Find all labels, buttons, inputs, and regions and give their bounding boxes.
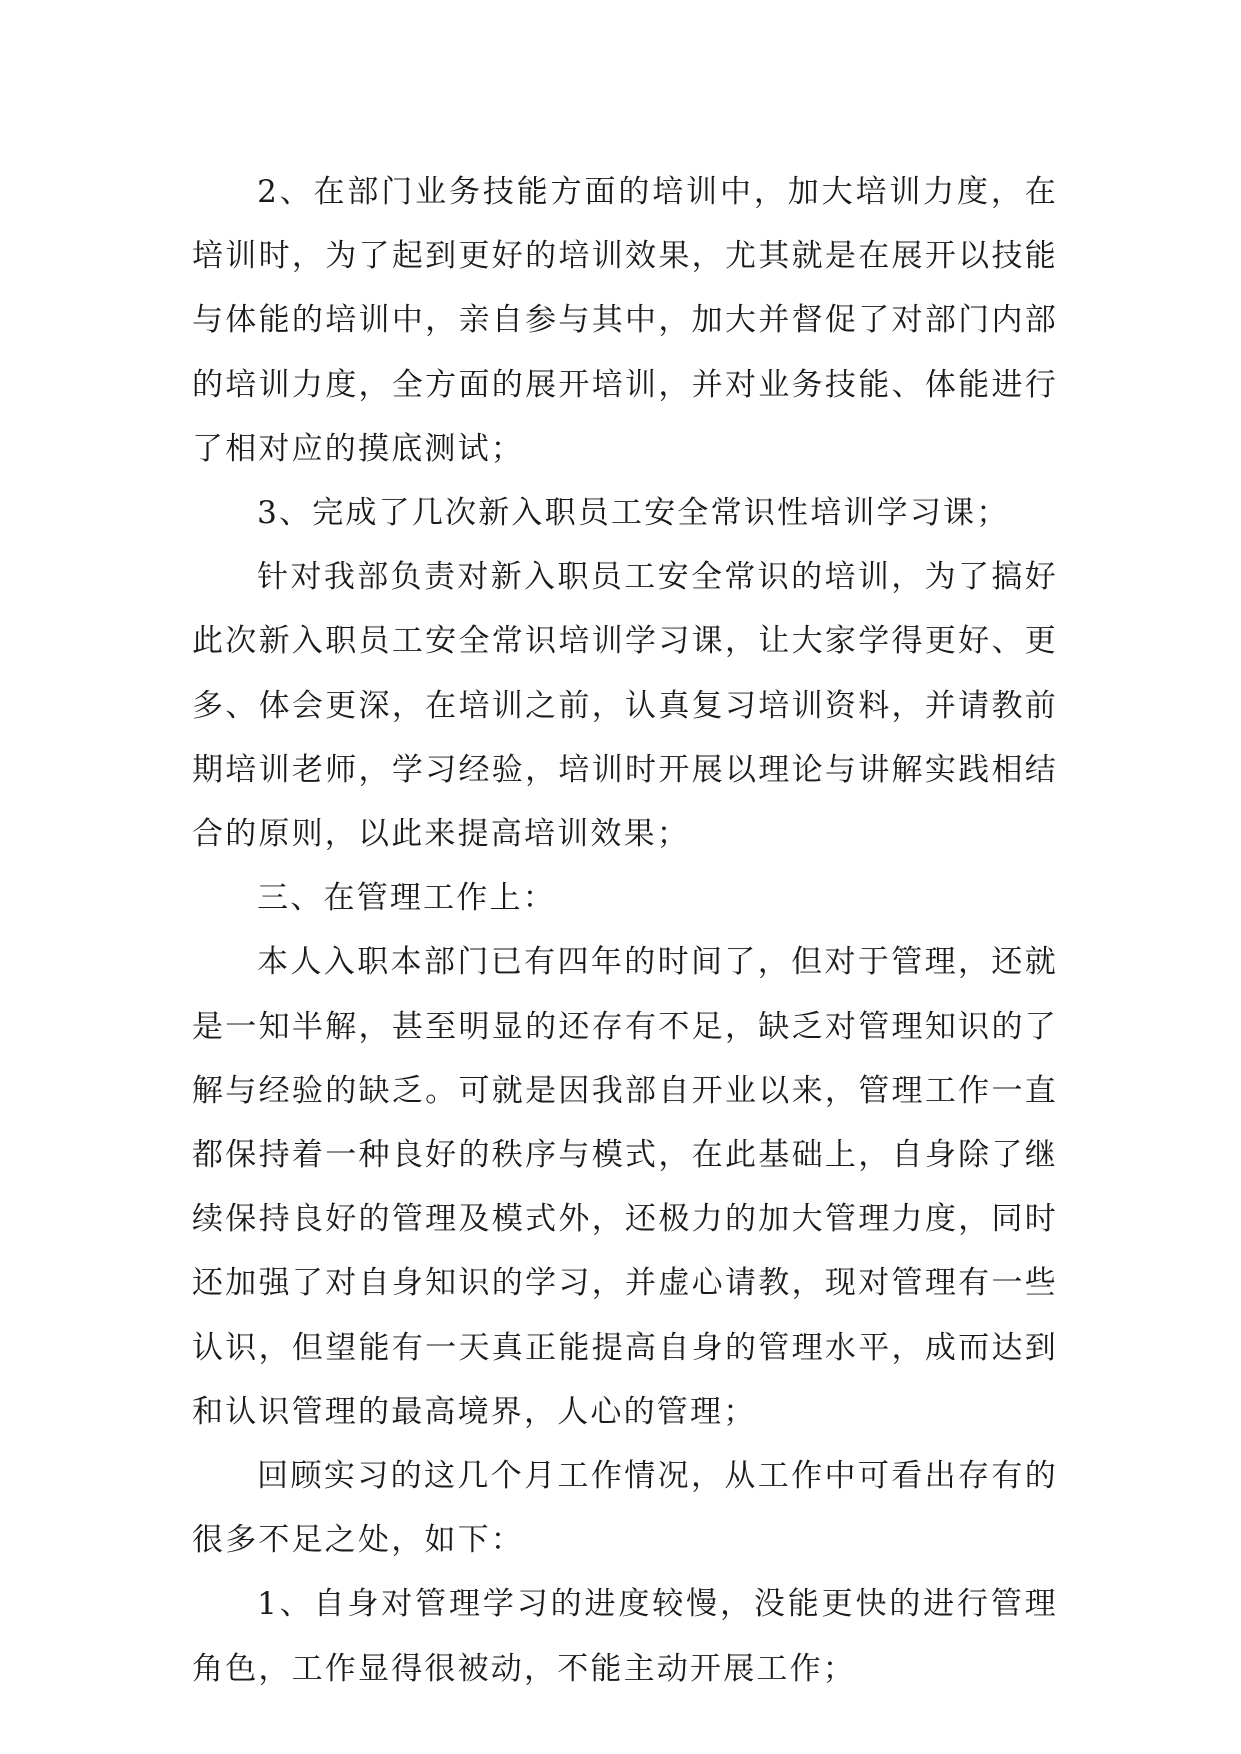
section-heading-management: 三、在管理工作上： — [257, 880, 556, 917]
document-body — [192, 160, 1058, 1701]
paragraph-training-intensity: 2、在部门业务技能方面的培训中，加大培训力度，在培训时，为了起到更好的培训效果，尤其就是在展开以技能与体能的培训中，亲自参与其中，加大并督促了对部门内部的培训力度，全方面的展开培训，并对业务技能、体能进行了相对应的摸底测试； — [192, 174, 1058, 467]
paragraph-review: 回顾实习的这几个月工作情况，从工作中可看出存有的很多不足之处，如下： — [192, 1458, 1058, 1559]
paragraph-safety-training: 针对我部负责对新入职员工安全常识的培训，为了搞好此次新入职员工安全常识培训学习课，让大家学得更好、更多、体会更深，在培训之前，认真复习培训资料，并请教前期培训老师，学习经验，培训时开展以理论与讲解实践相结合的原则，以此来提高培训效果； — [192, 559, 1058, 853]
paragraph-new-staff-course: 3、完成了几次新入职员工安全常识性培训学习课； — [257, 495, 1010, 532]
paragraph-shortcoming-1: 1、自身对管理学习的进度较慢，没能更快的进行管理角色，工作显得很被动，不能主动开展工作； — [192, 1586, 1058, 1687]
paragraph-management-experience: 本人入职本部门已有四年的时间了，但对于管理，还就是一知半解，甚至明显的还存有不足，缺乏对管理知识的了解与经验的缺乏。可就是因我部自开业以来，管理工作一直都保持着一种良好的秩序与模式，在此基础上，自身除了继续保持良好的管理及模式外，还极力的加大管理力度，同时还加强了对自身知识的学习，并虚心请教，现对管理有一些认识，但望能有一天真正能提高自身的管理水平，成而达到和认识管理的最高境界，人心的管理； — [192, 944, 1058, 1430]
